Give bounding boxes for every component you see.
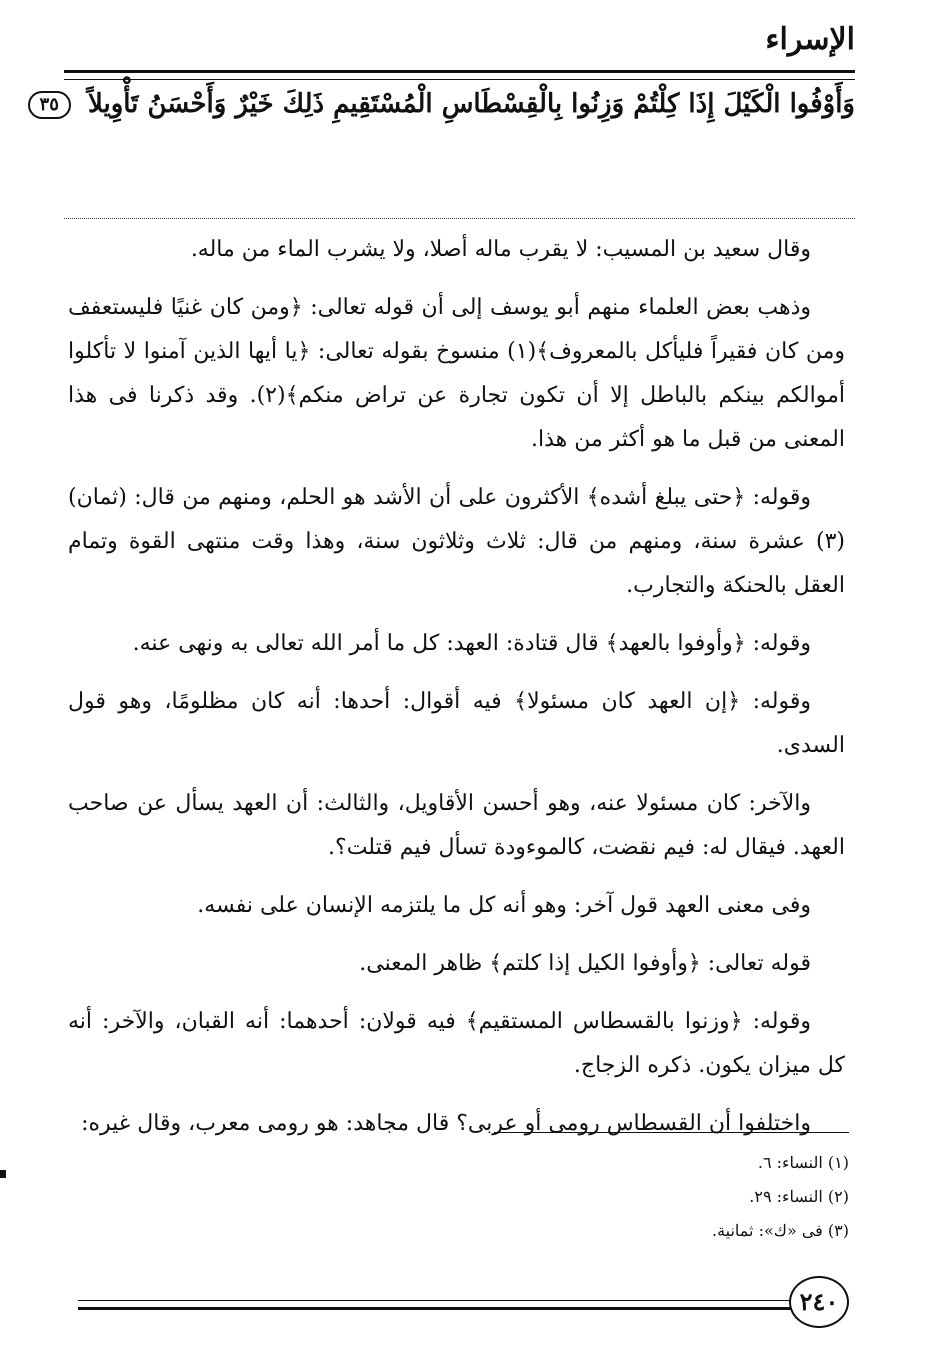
paragraph: والآخر: كان مسئولا عنه، وهو أحسن الأقاويل، والثالث: أن العهد يسأل عن صاحب العهد. فيقال له: فيم نقضت، كالموءودة تسأل فيم قتلت؟.: [68, 791, 845, 860]
footnote: (٢) النساء: ٢٩.: [749, 1187, 849, 1206]
margin-mark: [0, 1170, 6, 1178]
paragraph: واختلفوا أن القسطاس رومى أو عربى؟ قال مجاهد: هو رومى معرب، وقال غيره:: [81, 1111, 811, 1136]
commentary-body: [68, 228, 845, 1160]
paragraph: وفى معنى العهد قول آخر: وهو أنه كل ما يلتزمه الإنسان على نفسه.: [197, 893, 811, 918]
page-number: ٢٤٠: [789, 1276, 849, 1328]
surah-title: الإسراء: [765, 22, 855, 57]
verse-number-badge: ٣٥: [28, 91, 71, 119]
quran-verse: [39, 82, 855, 126]
verse-text: وَأَوْفُوا الْكَيْلَ إِذَا كِلْتُمْ وَزِنُوا بِالْقِسْطَاسِ الْمُسْتَقِيمِ ذَلِكَ خَيْرٌ وَأَحْسَنُ تَأْوِيلاً: [87, 89, 855, 119]
footnote-rule: [494, 1132, 849, 1133]
footnote: (٣) فى «ك»: ثمانية.: [711, 1221, 849, 1240]
verse-separator-rule: [64, 218, 855, 219]
paragraph: وقوله: ﴿وزنوا بالقسطاس المستقيم﴾ فيه قولان: أحدهما: أنه القبان، والآخر: أنه كل ميزان يكون. ذكره الزجاج.: [68, 1009, 845, 1078]
paragraph: وقوله: ﴿إن العهد كان مسئولا﴾ فيه أقوال: أحدها: أنه كان مظلومًا، وهو قول السدى.: [68, 689, 845, 758]
paragraph: وقوله: ﴿وأوفوا بالعهد﴾ قال قتادة: العهد: كل ما أمر الله تعالى به ونهى عنه.: [132, 631, 811, 656]
paragraph: وقوله: ﴿حتى يبلغ أشده﴾ الأكثرون على أن الأشد هو الحلم، ومنهم من قال: (ثمان)(٣) عشرة سنة، ومنهم من قال: ثلاث وثلاثون سنة، وهذا وقت منتهى القوة وتمام العقل بالحنكة والتجارب.: [68, 485, 845, 598]
paragraph: وقال سعيد بن المسيب: لا يقرب ماله أصلا، ولا يشرب الماء من ماله.: [190, 237, 811, 262]
paragraph: قوله تعالى: ﴿وأوفوا الكيل إذا كلتم﴾ ظاهر المعنى.: [359, 951, 811, 976]
footnotes: [449, 1146, 849, 1248]
header-double-rule: [64, 70, 855, 80]
footer-double-rule: [78, 1300, 797, 1310]
footnote: (١) النساء: ٦.: [757, 1153, 849, 1172]
paragraph: وذهب بعض العلماء منهم أبو يوسف إلى أن قوله تعالى: ﴿ومن كان غنيًا فليستعفف ومن كان فقيراً فليأكل بالمعروف﴾(١) منسوخ بقوله تعالى: ﴿يا أيها الذين آمنوا لا تأكلوا أموالكم بينكم بالباطل إلا أن تكون تجارة عن تراض منكم﴾(٢). وقد ذكرنا فى هذا المعنى من قبل ما هو أكثر من هذا.: [68, 295, 845, 452]
